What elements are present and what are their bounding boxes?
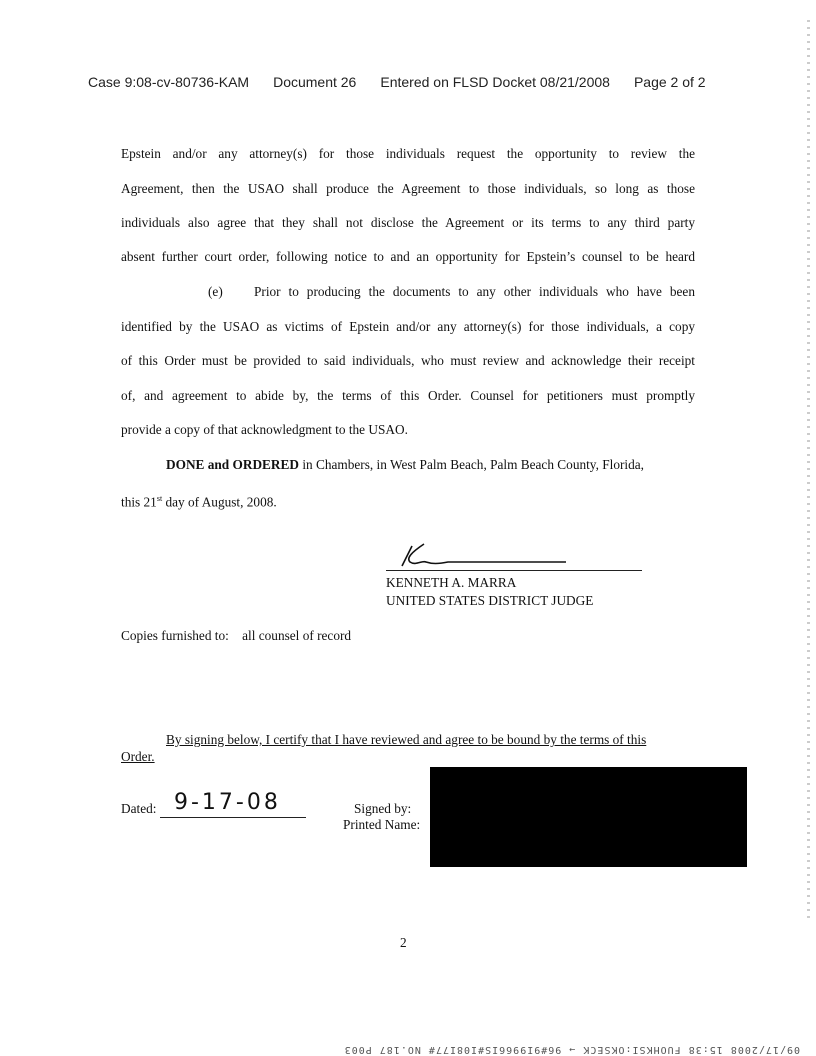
date-prefix: this 21	[121, 494, 157, 510]
judge-title: UNITED STATES DISTRICT JUDGE	[386, 593, 594, 608]
certification-statement: By signing below, I certify that I have reviewed and agree to be bound by the terms of this	[166, 732, 647, 747]
date-line	[121, 490, 695, 511]
document-header	[88, 74, 748, 90]
paragraph-label: (e)	[208, 284, 223, 299]
date-suffix: day of August, 2008.	[162, 494, 277, 510]
date-superscript: st	[156, 494, 163, 503]
body-line: Epstein and/or any attorney(s) for those individuals request the opportunity to review the	[121, 146, 695, 161]
signed-by-label: Signed by:	[354, 801, 412, 816]
body-line: of this Order must be provided to said individuals, who must review and acknowledge their receipt	[121, 353, 695, 368]
body-line: of, and agreement to abide by, the terms of this Order. Counsel for petitioners must promptly	[121, 388, 695, 403]
printed-name-label: Printed Name:	[343, 817, 421, 832]
document-number: Document 26	[273, 74, 357, 90]
body-line: individuals also agree that they shall not disclose the Agreement or its terms to any third party	[121, 215, 695, 230]
body-line: Prior to producing the documents to any other individuals who have been	[254, 284, 695, 299]
page-number: 2	[400, 935, 407, 950]
judge-signature-scribble	[398, 540, 568, 572]
dated-label: Dated:	[121, 801, 157, 816]
body-line: Agreement, then the USAO shall produce the Agreement to those individuals, so long as those	[121, 181, 695, 196]
copies-furnished: Copies furnished to: all counsel of record	[121, 628, 352, 643]
fax-footer-mirrored: 09/17/2008 15:38 FUOHKSI:OKSECK → 96#9I9966IS#I08I77# NO.187 P003	[343, 1044, 800, 1055]
scan-edge-artifact	[807, 20, 810, 920]
done-ordered-bold: DONE and ORDERED	[166, 457, 299, 472]
done-ordered-line	[166, 456, 695, 474]
date-underline	[160, 817, 306, 818]
body-line: absent further court order, following notice to and an opportunity for Epstein’s counsel to be heard	[121, 249, 695, 264]
page-indicator: Page 2 of 2	[633, 74, 706, 90]
handwritten-date: 9-17-08	[174, 790, 281, 815]
signature-line	[386, 570, 642, 571]
redaction-block	[430, 767, 747, 867]
certification-order: Order.	[121, 749, 155, 764]
body-line: identified by the USAO as victims of Epstein and/or any attorney(s) for those individuals, a copy	[121, 319, 695, 334]
docket-entry: Entered on FLSD Docket 08/21/2008	[380, 74, 610, 90]
case-number: Case 9:08-cv-80736-KAM	[88, 74, 250, 90]
body-line: provide a copy of that acknowledgment to the USAO.	[121, 422, 408, 437]
judge-name: KENNETH A. MARRA	[386, 575, 517, 590]
done-ordered-text: in Chambers, in West Palm Beach, Palm Beach County, Florida,	[299, 457, 644, 472]
